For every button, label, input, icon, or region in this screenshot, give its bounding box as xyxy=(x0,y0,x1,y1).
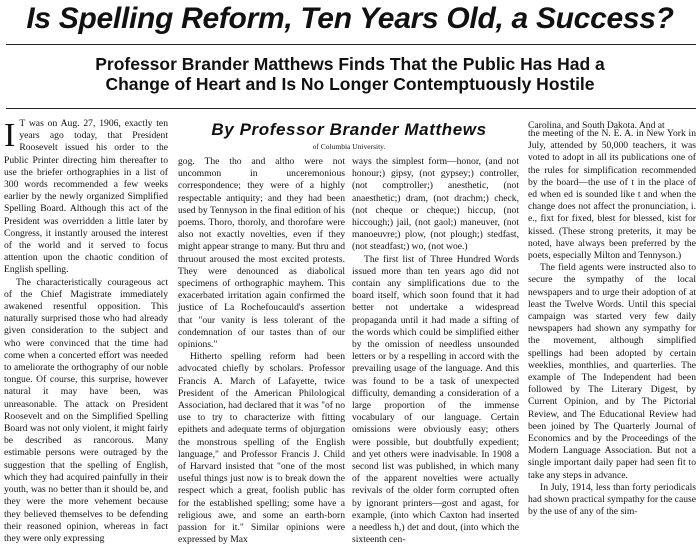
byline: By Professor Brander Matthews xyxy=(211,120,487,139)
column-3-paragraph-2: The first list of Three Hundred Words issued more than ten years ago did not contain any simplifications due to the board itself, which soon found that it had better not undertake a widespread propaganda until it had made a sifting of the words which could be simplified either by the omission of needless unsounded letters or by a respelling in accord with the prevailing usage of the language. And this was found to be a task of unexpected difficulty, demanding a consideration of a large proportion of the immense vocabulary of our language. Certain omissions were obviously easy; others were possible, but doubtfully expedient; and yet others were inadvisable. In 1908 a second list was published, in which many of the apparent novelties were actually revivals of the older form corrupted often by ignorant printers—gost and agast, for example, (into which Caxton had inserted a needless h,) det and dout, (into which the sixteenth cen- xyxy=(352,253,519,546)
column-1-paragraph-2: The characteristically courageous act of the Chief Magistrate immediately awakened resentful opposition. This naturally surprised those who had already given consideration to the subject and who were convinced that the time had come when a concerted effort was needed to ameliorate the orthography of our noble tongue. Of course, this surprise, however natural it may have been, was unreasonable. The attack on President Roosevelt and on the Simplified Spelling Board was not only violent, it might fairly be described as rancorous. Many estimable persons were outraged by the suggestion that the spelling of English, which they had acquired painfully in their youth, was no better than it should be, and they were the more vehement because they believed themselves to be defending their reasoned opinion, whereas in fact they were only expressing xyxy=(4,276,168,544)
column-4 xyxy=(528,128,696,518)
column-3-paragraph-1: ways the simplest form—honor, (and not honour;) gipsy, (not gypsey;) controller, (not comptroller;) anesthetic, (not anaesthetic;) dram, (not drachm;) check, (not cheque or cheque;) hiccup, (not hiccough;) jail, (not gaol;) maneuver, (not manoeuvre;) plow, (not plough;) stedfast, (not steadfast;) wo, (not woe.) xyxy=(352,156,519,253)
column-2-paragraph-2: Hitherto spelling reform had been advocated chiefly by scholars. Professor Francis A. March of Lafayette, twice President of the American Philological Association, had declared that it was "of no use to try to characterize with fitting epithets and adequate terms of objurgation the monstrous spelling of the English language," and Professor Francis J. Child of Harvard insisted that "one of the most useful things just now is to break down the respect which a great, foolish public has for the established spelling; some have a religious awe, and some an earth-born passion for it." Similar opinions were expressed by Max xyxy=(178,351,345,546)
column-4-paragraph-3: In July, 1914, less than forty periodicals had shown practical sympathy for the cause by the use of any of the sim- xyxy=(528,481,696,518)
drop-cap: I xyxy=(4,117,16,154)
column-2 xyxy=(178,156,345,546)
deck-line-1: Professor Brander Matthews Finds That the Public Has Had a xyxy=(95,54,605,74)
deck xyxy=(10,54,690,94)
column-4-continuation: Carolina, and South Dakota. And at xyxy=(528,120,665,131)
column-1 xyxy=(4,117,168,544)
column-4-paragraph-1: the meeting of the N. E. A. in New York in July, attended by 50,000 teachers, it was voted to adopt in all its publications one of the rules for simplification recommended by the board—the use of t in the place of ed when ed is sounded like t and when the change does not affect the pronunciation, i. e., fixt for fixed, blest for blessed, kist for kissed. (These strong preterits, it may be noted, have always been preferred by the poets, especially Milton and Tennyson.) xyxy=(528,128,696,262)
headline: Is Spelling Reform, Ten Years Old, a Success? xyxy=(26,2,674,35)
column-2-paragraph-1: gog. The tho and altho were not uncommon in unceremonious correspondence; they were of a highly respectable antiquity; and they had been used by Tennyson in the final edition of his poems. Thoro, thoroly, and thorofare were also not exactly novelties, even if they might appear strange to many. But thru and thruout aroused the most excited protests. They were denounced as diabolical specimens of orthographic mayhem. This exacerbated irritation again confirmed the justice of La Rochefoucauld's assertion that "our vanity is less tolerant of the condemnation of our tastes than of our opinions." xyxy=(178,156,345,351)
column-4-paragraph-2: The field agents were instructed also to secure the sympathy of the local newspapers and to urge their adoption of at least the Twelve Words. Until this special campaign was started very few daily newspapers had shown any sympathy for the movement, although simplified spellings had been adopted by certain weeklies, monthlies, and quarterlies. The example of The Independent had been followed by The Literary Digest, by Current Opinion, and by The Pictorial Review, and The Educational Review had been joined by The Quarterly Journal of Economics and by the Proceedings of the Modern Language Association. But not a single important daily paper had seen fit to take any steps in advance. xyxy=(528,262,696,481)
deck-line-2: Change of Heart and Is No Longer Contemptuously Hostile xyxy=(105,74,595,94)
column-1-paragraph-1: I T was on Aug. 27, 1906, exactly ten years ago today, that President Roosevelt issued his order to the Public Printer directing him thereafter to use the briefer orthographies in a list of 300 words recommended a few weeks earlier by the newly organized Simplified Spelling Board. Although this act of the President was overridden a little later by Congress, it instantly aroused the interest of the world and it served to focus attention upon the chaotic condition of English spelling. xyxy=(4,117,168,276)
column-3 xyxy=(352,156,519,546)
affiliation: of Columbia University. xyxy=(312,142,386,151)
byline-block xyxy=(178,120,520,151)
headline-rule xyxy=(6,44,696,45)
deck-rule xyxy=(6,108,696,109)
